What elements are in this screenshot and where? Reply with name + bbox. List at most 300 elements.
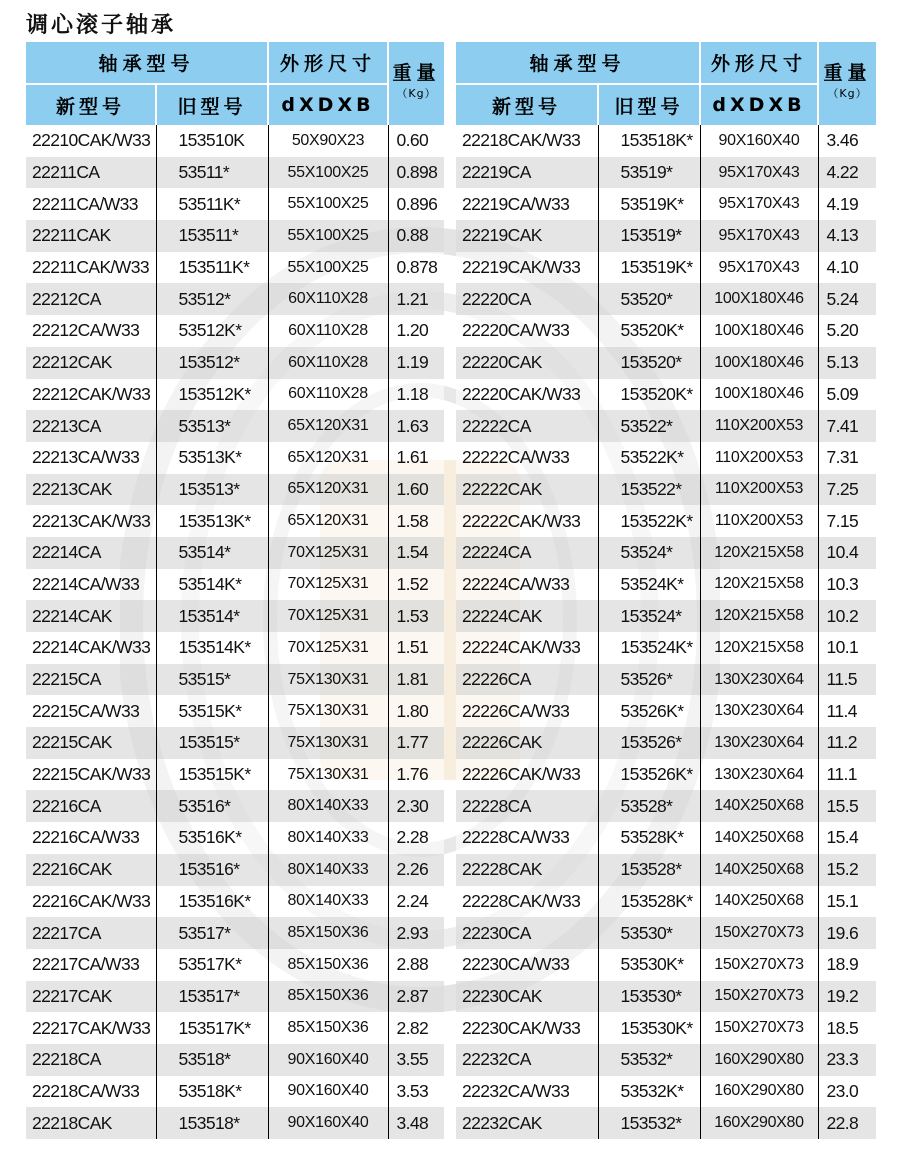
- new-model-cell: 22219CAK/W33: [456, 252, 598, 284]
- new-model-cell: 22217CA: [26, 917, 156, 949]
- old-model-cell: 153530K*: [598, 1012, 700, 1044]
- new-model-cell: 22217CAK/W33: [26, 1012, 156, 1044]
- weight-cell: 5.13: [818, 347, 876, 379]
- table-row: [456, 790, 876, 822]
- new-model-cell: 22232CA/W33: [456, 1076, 598, 1108]
- new-model-cell: 22230CAK/W33: [456, 1012, 598, 1044]
- table-row: [26, 379, 444, 411]
- weight-cell: 1.81: [388, 664, 444, 696]
- new-model-cell: 22222CAK: [456, 474, 598, 506]
- table-row: [26, 474, 444, 506]
- old-model-cell: 153518K*: [598, 125, 700, 157]
- new-model-cell: 22212CA/W33: [26, 315, 156, 347]
- new-model-cell: 22212CA: [26, 283, 156, 315]
- old-model-cell: 153530*: [598, 981, 700, 1013]
- table-row: [26, 727, 444, 759]
- old-model-cell: 53532*: [598, 1044, 700, 1076]
- new-model-cell: 22216CA: [26, 790, 156, 822]
- table-row: [26, 537, 444, 569]
- old-model-cell: 53524K*: [598, 569, 700, 601]
- dimension-cell: 60X110X28: [268, 379, 388, 411]
- weight-cell: 4.13: [818, 220, 876, 252]
- header-weight: [818, 42, 876, 125]
- old-model-cell: 53513*: [156, 410, 268, 442]
- table-row: [26, 1012, 444, 1044]
- old-model-cell: 53514*: [156, 537, 268, 569]
- weight-cell: 3.53: [388, 1076, 444, 1108]
- new-model-cell: 22214CAK/W33: [26, 632, 156, 664]
- weight-cell: 10.4: [818, 537, 876, 569]
- old-model-cell: 53520K*: [598, 315, 700, 347]
- weight-cell: 2.87: [388, 981, 444, 1013]
- dimension-cell: 70X125X31: [268, 537, 388, 569]
- table-row: [26, 759, 444, 791]
- table-row: [456, 695, 876, 727]
- table-row: [26, 664, 444, 696]
- weight-cell: 10.2: [818, 600, 876, 632]
- old-model-cell: 53515*: [156, 664, 268, 696]
- spec-table-left: [26, 42, 444, 1139]
- old-model-cell: 53532K*: [598, 1076, 700, 1108]
- weight-cell: 1.63: [388, 410, 444, 442]
- dimension-cell: 80X140X33: [268, 822, 388, 854]
- new-model-cell: 22228CAK: [456, 854, 598, 886]
- new-model-cell: 22211CAK: [26, 220, 156, 252]
- dimension-cell: 85X150X36: [268, 1012, 388, 1044]
- dimension-cell: 130X230X64: [700, 695, 818, 727]
- new-model-cell: 22219CA/W33: [456, 188, 598, 220]
- table-row: [456, 822, 876, 854]
- old-model-cell: 53522K*: [598, 442, 700, 474]
- spec-table-right: [456, 42, 876, 1139]
- table-row: [456, 981, 876, 1013]
- table-row: [26, 1044, 444, 1076]
- new-model-cell: 22211CAK/W33: [26, 252, 156, 284]
- dimension-cell: 120X215X58: [700, 632, 818, 664]
- weight-cell: 0.878: [388, 252, 444, 284]
- new-model-cell: 22213CA/W33: [26, 442, 156, 474]
- weight-cell: 1.77: [388, 727, 444, 759]
- new-model-cell: 22224CA: [456, 537, 598, 569]
- table-row: [456, 1076, 876, 1108]
- new-model-cell: 22211CA/W33: [26, 188, 156, 220]
- new-model-cell: 22232CAK: [456, 1107, 598, 1139]
- table-row: [456, 600, 876, 632]
- dimension-cell: 140X250X68: [700, 822, 818, 854]
- table-row: [456, 188, 876, 220]
- table-row: [26, 569, 444, 601]
- new-model-cell: 22224CAK/W33: [456, 632, 598, 664]
- page-title: 调心滚子轴承: [26, 13, 177, 38]
- new-model-cell: 22230CA: [456, 917, 598, 949]
- dimension-cell: 110X200X53: [700, 442, 818, 474]
- new-model-cell: 22220CA: [456, 283, 598, 315]
- weight-cell: 1.21: [388, 283, 444, 315]
- table-row: [456, 442, 876, 474]
- dimension-cell: 65X120X31: [268, 474, 388, 506]
- weight-cell: 1.60: [388, 474, 444, 506]
- new-model-cell: 22210CAK/W33: [26, 125, 156, 157]
- old-model-cell: 153515*: [156, 727, 268, 759]
- new-model-cell: 22215CAK/W33: [26, 759, 156, 791]
- dimension-cell: 110X200X53: [700, 410, 818, 442]
- table-row: [26, 1076, 444, 1108]
- dimension-cell: 90X160X40: [700, 125, 818, 157]
- weight-cell: 0.896: [388, 188, 444, 220]
- dimension-cell: 100X180X46: [700, 347, 818, 379]
- old-model-cell: 153522*: [598, 474, 700, 506]
- table-row: [456, 1012, 876, 1044]
- weight-cell: 4.22: [818, 157, 876, 189]
- old-model-cell: 53528K*: [598, 822, 700, 854]
- table-row: [26, 188, 444, 220]
- dimension-cell: 120X215X58: [700, 569, 818, 601]
- old-model-cell: 153526K*: [598, 759, 700, 791]
- dimension-cell: 150X270X73: [700, 917, 818, 949]
- table-row: [26, 315, 444, 347]
- old-model-cell: 53517*: [156, 917, 268, 949]
- old-model-cell: 53513K*: [156, 442, 268, 474]
- weight-cell: 2.93: [388, 917, 444, 949]
- old-model-cell: 53522*: [598, 410, 700, 442]
- dimension-cell: 75X130X31: [268, 727, 388, 759]
- table-row: [456, 537, 876, 569]
- table-row: [456, 505, 876, 537]
- header-new-model: 新型号: [456, 84, 598, 125]
- table-row: [26, 252, 444, 284]
- old-model-cell: 153518*: [156, 1107, 268, 1139]
- dimension-cell: 65X120X31: [268, 505, 388, 537]
- new-model-cell: 22213CAK: [26, 474, 156, 506]
- old-model-cell: 153511K*: [156, 252, 268, 284]
- header-new-model: 新型号: [26, 84, 156, 125]
- dimension-cell: 140X250X68: [700, 886, 818, 918]
- table-row: [456, 1044, 876, 1076]
- old-model-cell: 153528K*: [598, 886, 700, 918]
- weight-unit: （Kg）: [827, 87, 868, 100]
- new-model-cell: 22218CA/W33: [26, 1076, 156, 1108]
- new-model-cell: 22218CAK: [26, 1107, 156, 1139]
- new-model-cell: 22220CA/W33: [456, 315, 598, 347]
- weight-cell: 11.1: [818, 759, 876, 791]
- table-row: [456, 410, 876, 442]
- new-model-cell: 22216CA/W33: [26, 822, 156, 854]
- old-model-cell: 53518*: [156, 1044, 268, 1076]
- weight-cell: 7.31: [818, 442, 876, 474]
- new-model-cell: 22222CAK/W33: [456, 505, 598, 537]
- weight-cell: 1.52: [388, 569, 444, 601]
- dimension-cell: 75X130X31: [268, 695, 388, 727]
- table-row: [456, 917, 876, 949]
- table-row: [456, 474, 876, 506]
- old-model-cell: 153526*: [598, 727, 700, 759]
- dimension-cell: 85X150X36: [268, 949, 388, 981]
- new-model-cell: 22226CAK/W33: [456, 759, 598, 791]
- old-model-cell: 53526*: [598, 664, 700, 696]
- new-model-cell: 22217CAK: [26, 981, 156, 1013]
- new-model-cell: 22218CAK/W33: [456, 125, 598, 157]
- old-model-cell: 53528*: [598, 790, 700, 822]
- table-row: [26, 854, 444, 886]
- table-row: [26, 695, 444, 727]
- weight-cell: 2.82: [388, 1012, 444, 1044]
- table-row: [26, 949, 444, 981]
- table-row: [456, 569, 876, 601]
- old-model-cell: 153532*: [598, 1107, 700, 1139]
- weight-cell: 23.3: [818, 1044, 876, 1076]
- table-row: [456, 283, 876, 315]
- dimension-cell: 55X100X25: [268, 188, 388, 220]
- dimension-cell: 140X250X68: [700, 854, 818, 886]
- dimension-cell: 120X215X58: [700, 537, 818, 569]
- dimension-cell: 70X125X31: [268, 600, 388, 632]
- dimension-cell: 90X160X40: [268, 1044, 388, 1076]
- table-row: [456, 220, 876, 252]
- table-row: [456, 347, 876, 379]
- table-row: [456, 854, 876, 886]
- header-bearing-type: 轴承型号: [26, 42, 268, 84]
- weight-cell: 1.54: [388, 537, 444, 569]
- old-model-cell: 53512K*: [156, 315, 268, 347]
- new-model-cell: 22215CA: [26, 664, 156, 696]
- old-model-cell: 153515K*: [156, 759, 268, 791]
- table-row: [26, 220, 444, 252]
- weight-cell: 11.2: [818, 727, 876, 759]
- new-model-cell: 22228CAK/W33: [456, 886, 598, 918]
- new-model-cell: 22228CA: [456, 790, 598, 822]
- weight-cell: 11.5: [818, 664, 876, 696]
- old-model-cell: 53517K*: [156, 949, 268, 981]
- old-model-cell: 53511K*: [156, 188, 268, 220]
- dimension-cell: 65X120X31: [268, 442, 388, 474]
- old-model-cell: 153522K*: [598, 505, 700, 537]
- weight-label: 重量: [823, 62, 872, 84]
- new-model-cell: 22219CAK: [456, 220, 598, 252]
- dimension-cell: 150X270X73: [700, 981, 818, 1013]
- table-row: [456, 379, 876, 411]
- weight-cell: 1.20: [388, 315, 444, 347]
- weight-cell: 10.1: [818, 632, 876, 664]
- header-old-model: 旧型号: [156, 84, 268, 125]
- weight-cell: 0.88: [388, 220, 444, 252]
- new-model-cell: 22226CA/W33: [456, 695, 598, 727]
- weight-cell: 2.26: [388, 854, 444, 886]
- header-weight: [388, 42, 444, 125]
- weight-cell: 11.4: [818, 695, 876, 727]
- table-row: [456, 632, 876, 664]
- weight-cell: 1.19: [388, 347, 444, 379]
- dimension-cell: 150X270X73: [700, 1012, 818, 1044]
- header-dimensions: 外形尺寸: [700, 42, 818, 84]
- weight-cell: 10.3: [818, 569, 876, 601]
- weight-unit: （Kg）: [396, 87, 437, 100]
- new-model-cell: 22220CAK/W33: [456, 379, 598, 411]
- weight-cell: 22.8: [818, 1107, 876, 1139]
- weight-cell: 15.2: [818, 854, 876, 886]
- dimension-cell: 100X180X46: [700, 379, 818, 411]
- weight-cell: 5.20: [818, 315, 876, 347]
- weight-cell: 7.25: [818, 474, 876, 506]
- dimension-cell: 95X170X43: [700, 188, 818, 220]
- old-model-cell: 153513*: [156, 474, 268, 506]
- header-bearing-type: 轴承型号: [456, 42, 700, 84]
- weight-cell: 15.4: [818, 822, 876, 854]
- old-model-cell: 153512*: [156, 347, 268, 379]
- new-model-cell: 22214CA: [26, 537, 156, 569]
- new-model-cell: 22215CA/W33: [26, 695, 156, 727]
- dimension-cell: 130X230X64: [700, 664, 818, 696]
- weight-cell: 1.51: [388, 632, 444, 664]
- old-model-cell: 153520K*: [598, 379, 700, 411]
- new-model-cell: 22232CA: [456, 1044, 598, 1076]
- weight-cell: 15.1: [818, 886, 876, 918]
- dimension-cell: 85X150X36: [268, 981, 388, 1013]
- table-row: [26, 981, 444, 1013]
- table-row: [26, 790, 444, 822]
- weight-cell: 15.5: [818, 790, 876, 822]
- dimension-cell: 55X100X25: [268, 157, 388, 189]
- dimension-cell: 60X110X28: [268, 283, 388, 315]
- weight-cell: 3.55: [388, 1044, 444, 1076]
- old-model-cell: 53512*: [156, 283, 268, 315]
- table-row: [456, 252, 876, 284]
- new-model-cell: 22212CAK: [26, 347, 156, 379]
- weight-cell: 7.41: [818, 410, 876, 442]
- dimension-cell: 75X130X31: [268, 664, 388, 696]
- weight-cell: 3.46: [818, 125, 876, 157]
- weight-cell: 4.10: [818, 252, 876, 284]
- weight-cell: 19.6: [818, 917, 876, 949]
- dimension-cell: 160X290X80: [700, 1044, 818, 1076]
- dimension-cell: 95X170X43: [700, 157, 818, 189]
- table-row: [26, 283, 444, 315]
- weight-cell: 2.88: [388, 949, 444, 981]
- new-model-cell: 22212CAK/W33: [26, 379, 156, 411]
- weight-cell: 5.24: [818, 283, 876, 315]
- dimension-cell: 80X140X33: [268, 886, 388, 918]
- weight-cell: 1.53: [388, 600, 444, 632]
- old-model-cell: 153519*: [598, 220, 700, 252]
- old-model-cell: 53524*: [598, 537, 700, 569]
- old-model-cell: 153514*: [156, 600, 268, 632]
- table-row: [26, 822, 444, 854]
- old-model-cell: 153510K: [156, 125, 268, 157]
- table-row: [456, 664, 876, 696]
- old-model-cell: 153524*: [598, 600, 700, 632]
- header-dim-format: dXDXB: [700, 84, 818, 125]
- dimension-cell: 70X125X31: [268, 632, 388, 664]
- table-row: [456, 1107, 876, 1139]
- dimension-cell: 110X200X53: [700, 505, 818, 537]
- dimension-cell: 140X250X68: [700, 790, 818, 822]
- weight-cell: 2.30: [388, 790, 444, 822]
- weight-cell: 0.60: [388, 125, 444, 157]
- dimension-cell: 120X215X58: [700, 600, 818, 632]
- dimension-cell: 90X160X40: [268, 1076, 388, 1108]
- table-row: [456, 315, 876, 347]
- table-row: [26, 347, 444, 379]
- dimension-cell: 110X200X53: [700, 474, 818, 506]
- dimension-cell: 160X290X80: [700, 1076, 818, 1108]
- weight-cell: 23.0: [818, 1076, 876, 1108]
- new-model-cell: 22224CAK: [456, 600, 598, 632]
- table-row: [26, 632, 444, 664]
- table-row: [456, 727, 876, 759]
- table-row: [456, 949, 876, 981]
- old-model-cell: 153517K*: [156, 1012, 268, 1044]
- new-model-cell: 22226CA: [456, 664, 598, 696]
- dimension-cell: 95X170X43: [700, 220, 818, 252]
- new-model-cell: 22211CA: [26, 157, 156, 189]
- old-model-cell: 53526K*: [598, 695, 700, 727]
- old-model-cell: 153528*: [598, 854, 700, 886]
- weight-label: 重量: [392, 62, 441, 84]
- dimension-cell: 80X140X33: [268, 790, 388, 822]
- old-model-cell: 53530K*: [598, 949, 700, 981]
- new-model-cell: 22219CA: [456, 157, 598, 189]
- weight-cell: 5.09: [818, 379, 876, 411]
- table-row: [456, 886, 876, 918]
- old-model-cell: 53514K*: [156, 569, 268, 601]
- new-model-cell: 22213CA: [26, 410, 156, 442]
- old-model-cell: 53511*: [156, 157, 268, 189]
- dimension-cell: 95X170X43: [700, 252, 818, 284]
- header-dimensions: 外形尺寸: [268, 42, 388, 84]
- dimension-cell: 55X100X25: [268, 252, 388, 284]
- table-row: [26, 410, 444, 442]
- new-model-cell: 22224CA/W33: [456, 569, 598, 601]
- new-model-cell: 22222CA: [456, 410, 598, 442]
- dimension-cell: 50X90X23: [268, 125, 388, 157]
- weight-cell: 19.2: [818, 981, 876, 1013]
- old-model-cell: 153524K*: [598, 632, 700, 664]
- old-model-cell: 153513K*: [156, 505, 268, 537]
- table-row: [26, 886, 444, 918]
- weight-cell: 18.5: [818, 1012, 876, 1044]
- new-model-cell: 22217CA/W33: [26, 949, 156, 981]
- table-row: [26, 157, 444, 189]
- dimension-cell: 65X120X31: [268, 410, 388, 442]
- old-model-cell: 153511*: [156, 220, 268, 252]
- dimension-cell: 70X125X31: [268, 569, 388, 601]
- old-model-cell: 153519K*: [598, 252, 700, 284]
- dimension-cell: 85X150X36: [268, 917, 388, 949]
- dimension-cell: 80X140X33: [268, 854, 388, 886]
- weight-cell: 1.18: [388, 379, 444, 411]
- old-model-cell: 53518K*: [156, 1076, 268, 1108]
- new-model-cell: 22226CAK: [456, 727, 598, 759]
- new-model-cell: 22218CA: [26, 1044, 156, 1076]
- old-model-cell: 53520*: [598, 283, 700, 315]
- new-model-cell: 22214CAK: [26, 600, 156, 632]
- new-model-cell: 22228CA/W33: [456, 822, 598, 854]
- weight-cell: 2.28: [388, 822, 444, 854]
- new-model-cell: 22222CA/W33: [456, 442, 598, 474]
- table-row: [26, 600, 444, 632]
- old-model-cell: 153516K*: [156, 886, 268, 918]
- old-model-cell: 153512K*: [156, 379, 268, 411]
- table-row: [26, 1107, 444, 1139]
- old-model-cell: 153517*: [156, 981, 268, 1013]
- old-model-cell: 53516*: [156, 790, 268, 822]
- new-model-cell: 22215CAK: [26, 727, 156, 759]
- new-model-cell: 22213CAK/W33: [26, 505, 156, 537]
- new-model-cell: 22230CAK: [456, 981, 598, 1013]
- new-model-cell: 22216CAK: [26, 854, 156, 886]
- table-row: [26, 125, 444, 157]
- weight-cell: 1.58: [388, 505, 444, 537]
- dimension-cell: 160X290X80: [700, 1107, 818, 1139]
